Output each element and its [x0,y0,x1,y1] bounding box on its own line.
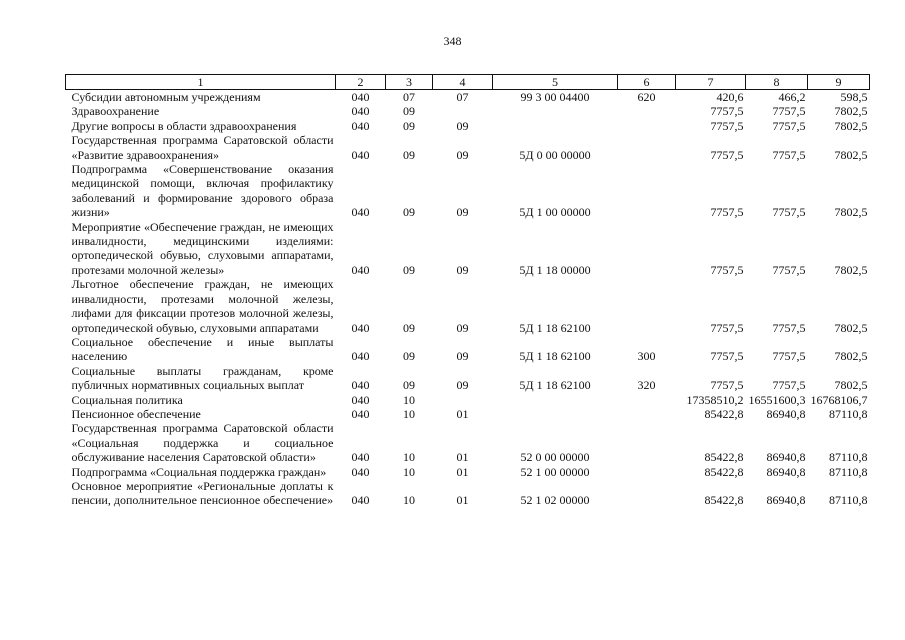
row-expense-type [618,407,676,421]
row-amount-col9: 7802,5 [834,118,868,133]
row-target-article [493,104,618,118]
row-name: Льготное обеспечение граждан, не имеющих инвалидности, протезами молочной железы, лифами для фиксации протезов молочной железы, ортопедической обувью, слуховыми аппаратами [71,277,334,335]
table-row [66,364,870,393]
row-section: 09 [403,320,415,335]
row-target-article: 5Д 1 18 62100 [519,378,591,393]
row-name: Государственная программа Саратовской области «Социальная поддержка и социальное обслуживание населения Саратовской области» [71,421,334,465]
row-ministry-code: 040 [351,118,370,133]
row-amount-col8: 7757,5 [772,349,806,364]
row-ministry-code: 040 [351,104,370,119]
table-row [66,119,870,133]
row-amount-col7: 85422,8 [704,464,744,479]
column-header: 3 [386,75,433,90]
row-amount-col9: 7802,5 [834,349,868,364]
row-ministry-code: 040 [351,450,370,465]
row-amount-col9: 598,5 [840,90,868,104]
row-name: Социальная политика [71,392,183,407]
row-section: 09 [403,205,415,220]
row-expense-type: 320 [637,378,656,393]
row-target-article: 99 3 00 04400 [520,90,590,104]
row-section: 09 [403,118,415,133]
row-name: Здравоохранение [71,104,160,119]
table-row [66,277,870,335]
row-amount-col9: 7802,5 [834,104,868,119]
row-amount-col8: 86940,8 [766,406,806,421]
row-expense-type [618,393,676,407]
row-ministry-code: 040 [351,464,370,479]
row-subsection: 01 [456,406,469,421]
row-ministry-code: 040 [351,90,370,104]
row-ministry-code: 040 [351,406,370,421]
column-header: 7 [676,75,746,90]
row-amount-col9: 87110,8 [828,493,868,508]
row-expense-type [618,277,676,335]
row-target-article: 5Д 0 00 00000 [519,147,591,162]
row-amount-col9: 7802,5 [834,320,868,335]
row-subsection [433,393,493,407]
column-header: 6 [618,75,676,90]
row-expense-type [618,162,676,220]
table-row [66,104,870,118]
row-amount-col8: 7757,5 [772,320,806,335]
row-amount-col9: 87110,8 [828,406,868,421]
row-subsection: 01 [456,493,469,508]
row-amount-col9: 7802,5 [834,262,868,277]
row-subsection [433,104,493,118]
table-row [66,162,870,220]
row-subsection: 09 [456,378,469,393]
row-amount-col7: 17358510,2 [686,392,744,407]
row-amount-col9: 7802,5 [834,147,868,162]
row-subsection: 01 [456,464,469,479]
row-expense-type [618,220,676,278]
row-ministry-code: 040 [351,378,370,393]
row-expense-type [618,133,676,162]
table-row [66,407,870,421]
row-name: Подпрограмма «Совершенствование оказания медицинской помощи, включая профилактику заболеваний и формирование здорового образа жизни» [71,162,334,220]
row-amount-col8: 7757,5 [772,262,806,277]
row-section: 07 [403,90,415,104]
row-amount-col7: 7757,5 [710,205,744,220]
row-name: Пенсионное обеспечение [71,406,201,421]
row-amount-col9: 87110,8 [828,450,868,465]
row-target-article: 52 0 00 00000 [520,450,590,465]
row-amount-col8: 86940,8 [766,464,806,479]
row-amount-col7: 7757,5 [710,378,744,393]
row-section: 09 [403,378,415,393]
row-expense-type [618,479,676,508]
column-header: 2 [336,75,386,90]
row-amount-col7: 7757,5 [710,147,744,162]
row-expense-type [618,421,676,464]
table-row [66,479,870,508]
row-expense-type: 620 [637,90,656,104]
row-section: 09 [403,349,415,364]
row-subsection: 09 [456,205,469,220]
row-amount-col7: 7757,5 [710,262,744,277]
row-amount-col8: 16551600,3 [748,392,806,407]
row-expense-type: 300 [637,349,656,364]
table-row [66,335,870,364]
table-row [66,393,870,407]
row-name: Социальное обеспечение и иные выплаты населению [71,334,334,364]
row-amount-col9: 7802,5 [834,378,868,393]
row-subsection: 09 [456,147,469,162]
row-ministry-code: 040 [351,262,370,277]
row-expense-type [618,465,676,479]
row-target-article [493,119,618,133]
column-header: 8 [746,75,808,90]
row-amount-col7: 420,6 [716,90,744,104]
row-target-article [493,393,618,407]
row-ministry-code: 040 [351,205,370,220]
row-section: 10 [403,493,415,508]
row-name: Основное мероприятие «Региональные доплаты к пенсии, дополнительное пенсионное обеспечение» [71,478,334,508]
row-amount-col7: 85422,8 [704,493,744,508]
row-name: Другие вопросы в области здравоохранения [71,118,297,133]
row-amount-col8: 466,2 [778,90,806,104]
row-name: Подпрограмма «Социальная поддержка граждан» [71,464,327,479]
row-amount-col8: 7757,5 [772,378,806,393]
row-name: Субсидии автономным учреждениям [71,90,261,104]
row-subsection: 09 [456,320,469,335]
row-section: 09 [403,147,415,162]
row-amount-col8: 7757,5 [772,147,806,162]
table-header-row [66,75,870,90]
column-header: 1 [66,75,336,90]
row-name: Мероприятие «Обеспечение граждан, не имеющих инвалидности, медицинскими изделиями: ортопедической обувью, слуховыми аппаратами, протезами молочной железы» [71,219,334,277]
row-ministry-code: 040 [351,392,370,407]
row-ministry-code: 040 [351,147,370,162]
row-target-article: 5Д 1 00 00000 [519,205,591,220]
row-ministry-code: 040 [351,349,370,364]
row-section: 09 [403,104,415,119]
row-name: Социальные выплаты гражданам, кроме публичных нормативных социальных выплат [71,363,334,393]
row-amount-col8: 86940,8 [766,493,806,508]
row-section: 10 [403,406,415,421]
row-amount-col7: 7757,5 [710,320,744,335]
row-subsection: 01 [456,450,469,465]
row-expense-type [618,119,676,133]
row-amount-col7: 7757,5 [710,349,744,364]
row-section: 10 [403,450,415,465]
budget-table [65,74,870,508]
row-amount-col7: 85422,8 [704,450,744,465]
row-expense-type [618,104,676,118]
row-ministry-code: 040 [351,493,370,508]
row-target-article [493,407,618,421]
table-row [66,421,870,464]
column-header: 5 [493,75,618,90]
table-row [66,465,870,479]
row-subsection: 09 [456,262,469,277]
table-row [66,90,870,105]
column-header: 4 [433,75,493,90]
row-amount-col9: 87110,8 [828,464,868,479]
row-name: Государственная программа Саратовской области «Развитие здравоохранения» [71,133,334,162]
row-ministry-code: 040 [351,320,370,335]
row-amount-col9: 7802,5 [834,205,868,220]
row-section: 10 [403,464,415,479]
row-target-article: 5Д 1 18 62100 [519,320,591,335]
table-row [66,133,870,162]
row-amount-col7: 7757,5 [710,104,744,119]
page-number: 348 [443,34,462,48]
row-amount-col8: 86940,8 [766,450,806,465]
row-amount-col8: 7757,5 [772,118,806,133]
row-target-article: 52 1 00 00000 [520,464,590,479]
row-target-article: 52 1 02 00000 [520,493,590,508]
row-subsection: 09 [456,349,469,364]
row-amount-col9: 16768106,7 [810,392,868,407]
row-amount-col8: 7757,5 [772,104,806,119]
row-amount-col8: 7757,5 [772,205,806,220]
table-row [66,220,870,278]
row-target-article: 5Д 1 18 00000 [519,262,591,277]
row-amount-col7: 7757,5 [710,118,744,133]
row-section: 09 [403,262,415,277]
row-target-article: 5Д 1 18 62100 [519,349,591,364]
row-section: 10 [403,392,415,407]
row-amount-col7: 85422,8 [704,406,744,421]
row-subsection: 09 [456,118,469,133]
row-subsection: 07 [456,90,469,104]
column-header: 9 [808,75,870,90]
